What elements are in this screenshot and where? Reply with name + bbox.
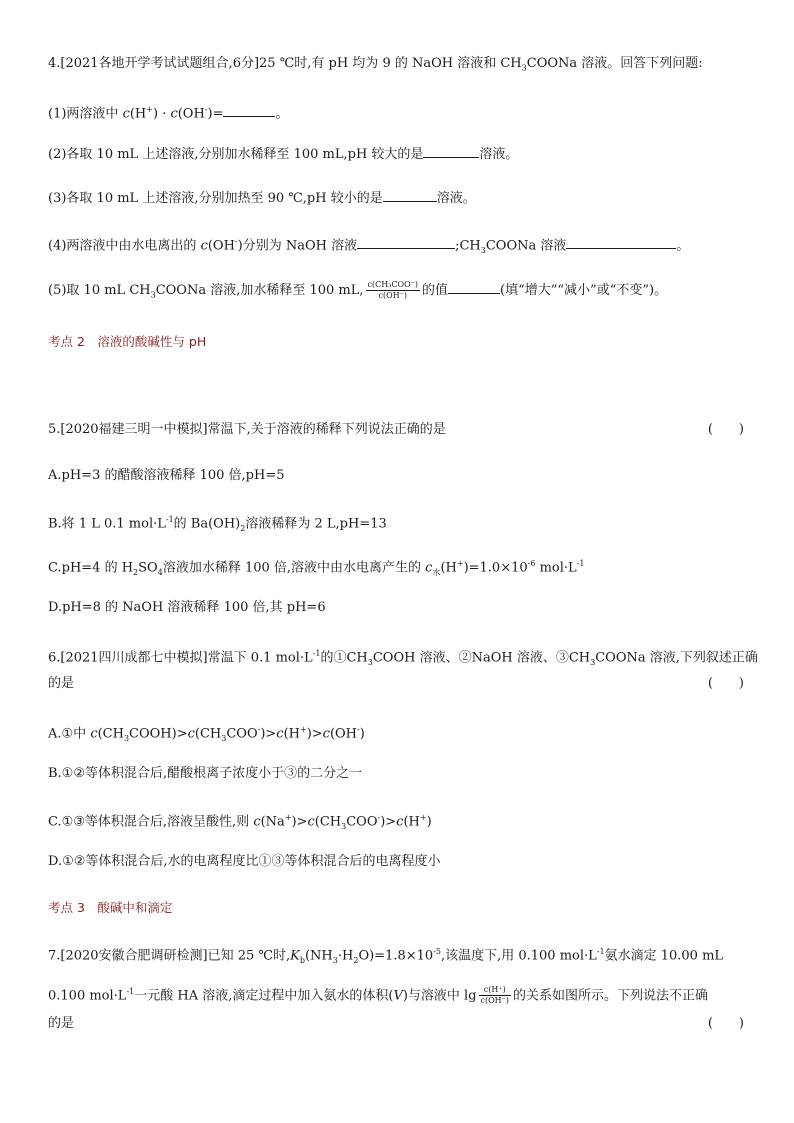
answer-bracket[interactable]: ( ) xyxy=(707,676,744,691)
answer-blank[interactable] xyxy=(448,280,500,294)
q6-option-a: A.①中 $c(CH_3COOH)>c(CH_3COO^-)>c(H^+)>c(OH^-)$ xyxy=(48,725,365,743)
q6-option-c: C.①③等体积混合后,溶液呈酸性,则 $c(Na^+)>c(CH_3COO^-)>c(H^+)$ xyxy=(48,813,432,831)
answer-bracket[interactable]: ( ) xyxy=(707,422,744,437)
q7-stem-line3: 的是 ( ) xyxy=(48,1014,748,1034)
answer-blank[interactable] xyxy=(566,235,676,249)
q5-option-b: B.将 1 L 0.1 $mol\cdot L^{-1}$的 $Ba(OH)_2$溶液稀释为 2 L,pH=13 xyxy=(48,515,387,533)
fraction: $\frac{c(H^+)}{c(OH^-)}$ xyxy=(480,985,509,1006)
q5-option-d: D.pH=8 的 NaOH 溶液稀释 100 倍,其 pH=6 xyxy=(48,600,326,615)
answer-bracket[interactable]: ( ) xyxy=(707,1016,744,1031)
q5-option-a: A.pH=3 的醋酸溶液稀释 100 倍,pH=5 xyxy=(48,468,285,483)
q4-stem: 4.[2021各地开学考试试题组合,6分]25 ℃时,有 pH 均为 9 的 NaOH 溶液和 $CH_3COONa$ 溶液。回答下列问题: xyxy=(48,56,703,73)
answer-blank[interactable] xyxy=(423,144,479,158)
q5-stem: 5.[2020福建三明一中模拟]常温下,关于溶液的稀释下列说法正确的是 ( ) xyxy=(48,420,748,440)
answer-blank[interactable] xyxy=(383,188,437,202)
answer-blank[interactable] xyxy=(223,103,275,117)
section-heading: 考点 2 溶液的酸碱性与 pH xyxy=(48,334,207,349)
fraction: $\frac{\text{c(CH₃COO⁻)}}{c(OH^-)}$ xyxy=(367,280,419,300)
answer-blank[interactable] xyxy=(357,235,455,249)
q4-part1: (1)两溶液中 c(H+) · c(OH-)= 。 xyxy=(48,105,289,122)
q4-part2: (2)各取 10 mL 上述溶液,分别加水稀释至 100 mL,pH 较大的是 溶液。 xyxy=(48,144,518,165)
q4-part3: (3)各取 10 mL 上述溶液,分别加热至 90 ℃,pH 较小的是 溶液。 xyxy=(48,188,476,209)
q5-option-c: C.pH=4 的 $H_2SO_4$溶液加水稀释 100 倍,溶液中由水电离产生的 $c_水(H^+)=1.0\times 10^{-6}$ $mol\cdot L^{-1}$ xyxy=(48,559,585,577)
section-heading: 考点 3 酸碱中和滴定 xyxy=(48,900,173,915)
q6-option-d: D.①②等体积混合后,水的电离程度比①③等体积混合后的电离程度小 xyxy=(48,854,441,869)
q7-stem-line1: 7.[2020安徽合肥调研检测]已知 25 ℃时$,K_b(NH_3\cdot H_2O)=1.8\times 10^{-5}$,该温度下,用 0.100 $mol\cdot L^{-1}$氨水滴定 10.00 mL xyxy=(48,947,724,965)
q6-stem: 6.[2021四川成都七中模拟]常温下 0.1 $mol\cdot L^{-1}$的$①CH_3COOH$ 溶液、②NaOH 溶液、$③CH_3COONa$ 溶液,下列叙述正确 xyxy=(48,649,758,667)
q7-stem-line2: 0.100 $mol\cdot L^{-1}$一元酸 HA 溶液,滴定过程中加入氨水的体积(V)与溶液中 lg $\frac{c(H^+)}{c(OH^-)}$ 的关系如图所示。下列说法不正确 xyxy=(48,985,709,1006)
q4-part5: (5)取 10 mL $CH_3COONa$ 溶液,加水稀释至 100 mL, $\frac{\text{c(CH₃COO⁻)}}{c(OH^-)}$ 的值 (填“增大”“减小”或“不变”)。 xyxy=(48,280,668,300)
q4-part4: (4)两溶液中由水电离出的 c(OH-)分别为 NaOH 溶液 $;CH_3COONa$ 溶液 。 xyxy=(48,237,690,255)
q6-stem-line2: 的是 ( ) xyxy=(48,674,748,694)
q6-option-b: B.①②等体积混合后,醋酸根离子浓度小于③的二分之一 xyxy=(48,766,363,781)
